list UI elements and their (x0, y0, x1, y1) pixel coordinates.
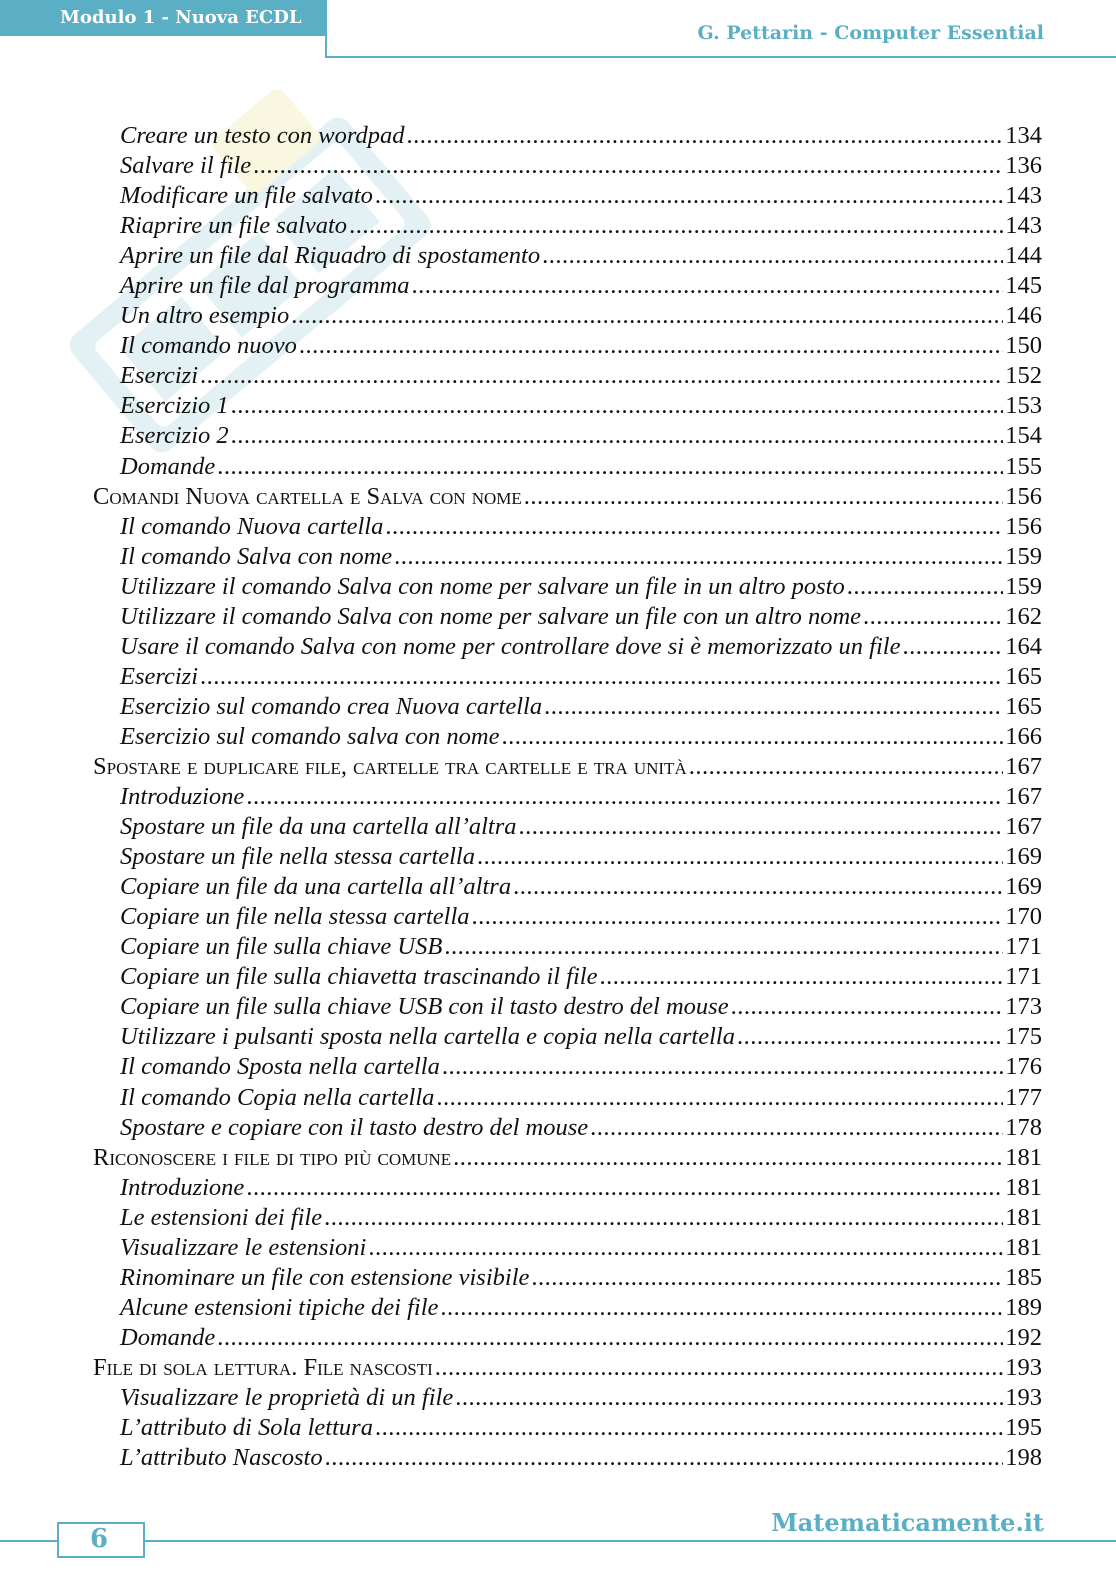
toc-leader-dots (472, 903, 1004, 931)
footer-divider (0, 1540, 1116, 1542)
header-divider-horizontal (325, 56, 1116, 58)
toc-entry-page: 152 (1005, 362, 1042, 390)
toc-entry-title: L’attributo Nascosto (120, 1444, 323, 1472)
toc-entry (93, 933, 1042, 963)
toc-leader-dots (444, 933, 1003, 961)
toc-entry-title: Usare il comando Salva con nome per controllare dove si è memorizzato un file (120, 632, 901, 660)
toc-entry-page: 189 (1005, 1293, 1042, 1321)
toc-entry (93, 1053, 1042, 1083)
toc-leader-dots (368, 1234, 1003, 1262)
toc-entry-title: Il comando Salva con nome (120, 542, 393, 570)
toc-entry-title: Visualizzare le estensioni (120, 1233, 367, 1261)
toc-entry (93, 723, 1042, 753)
toc-entry-page: 193 (1005, 1353, 1042, 1381)
toc-section-entry (93, 1354, 1042, 1384)
toc-leader-dots (847, 573, 1004, 601)
toc-entry-title: Rinominare un file con estensione visibile (120, 1263, 530, 1291)
toc-entry (93, 272, 1042, 302)
toc-section-entry (93, 483, 1042, 513)
toc-entry-page: 170 (1005, 903, 1042, 931)
toc-entry-page: 176 (1005, 1053, 1042, 1081)
toc-entry-title: L’attributo di Sola lettura (120, 1414, 373, 1442)
toc-leader-dots (435, 1354, 1004, 1382)
toc-leader-dots (246, 783, 1003, 811)
toc-entry (93, 182, 1042, 212)
toc-entry (93, 963, 1042, 993)
toc-leader-dots (442, 1053, 1003, 1081)
toc-leader-dots (325, 1444, 1004, 1472)
toc-entry-title: Creare un testo con wordpad (120, 122, 405, 149)
toc-entry-page: 195 (1005, 1414, 1042, 1442)
toc-entry-page: 181 (1005, 1173, 1042, 1201)
toc-entry-page: 181 (1005, 1233, 1042, 1261)
toc-leader-dots (375, 182, 1003, 210)
toc-entry-title: Il comando Copia nella cartella (120, 1083, 435, 1111)
toc-entry-page: 155 (1005, 452, 1042, 480)
toc-entry-page: 167 (1005, 813, 1042, 841)
toc-entry-title: Copiare un file nella stessa cartella (120, 903, 470, 931)
toc-entry-page: 178 (1005, 1113, 1042, 1141)
toc-leader-dots (531, 1264, 1003, 1292)
toc-entry-title: Modificare un file salvato (120, 182, 373, 210)
toc-entry-page: 175 (1005, 1023, 1042, 1051)
toc-entry-page: 171 (1005, 963, 1042, 991)
toc-entry-title: Esercizi (120, 362, 199, 390)
toc-entry-page: 164 (1005, 632, 1042, 660)
toc-entry-title: Spostare e duplicare file, cartelle tra cartelle e tra unità (93, 752, 687, 780)
toc-entry-page: 143 (1005, 182, 1042, 210)
toc-leader-dots (411, 272, 1003, 300)
toc-entry-title: Un altro esempio (120, 302, 290, 330)
toc-entry-title: Copiare un file sulla chiavetta trascinando il file (120, 963, 598, 991)
toc-entry-page: 166 (1005, 722, 1042, 750)
toc-entry-title: Copiare un file da una cartella all’altra (120, 873, 512, 901)
toc-leader-dots (349, 212, 1003, 240)
toc-entry-page: 173 (1005, 993, 1042, 1021)
toc-entry-page: 198 (1005, 1444, 1042, 1472)
toc-entry-page: 136 (1005, 152, 1042, 180)
toc-entry (93, 1384, 1042, 1414)
toc-entry (93, 1264, 1042, 1294)
toc-leader-dots (440, 1294, 1003, 1322)
toc-entry-title: Spostare un file nella stessa cartella (120, 843, 475, 871)
toc-entry-title: Utilizzare il comando Salva con nome per salvare un file con un altro nome (120, 602, 862, 630)
toc-entry-page: 167 (1005, 783, 1042, 811)
toc-entry-title: Il comando nuovo (120, 332, 297, 360)
toc-entry-page: 144 (1005, 242, 1042, 270)
toc-entry-title: Utilizzare il comando Salva con nome per salvare un file in un altro posto (120, 572, 845, 600)
toc-leader-dots (217, 453, 1003, 481)
toc-entry (93, 513, 1042, 543)
toc-entry-page: 159 (1005, 572, 1042, 600)
toc-leader-dots (863, 603, 1003, 631)
toc-entry (93, 152, 1042, 182)
toc-entry-title: Esercizi (120, 662, 199, 690)
toc-section-entry (93, 753, 1042, 783)
toc-entry-title: Il comando Sposta nella cartella (120, 1053, 440, 1081)
toc-leader-dots (231, 422, 1004, 450)
toc-entry (93, 543, 1042, 573)
toc-entry (93, 332, 1042, 362)
toc-entry (93, 422, 1042, 452)
toc-leader-dots (217, 1324, 1003, 1352)
toc-entry-title: Salvare il file (120, 152, 252, 180)
toc-entry-title: Domande (120, 452, 216, 480)
toc-entry-page: 143 (1005, 212, 1042, 240)
toc-entry-title: Esercizio 1 (120, 392, 229, 420)
toc-entry-title: Il comando Nuova cartella (120, 512, 384, 540)
toc-entry (93, 663, 1042, 693)
toc-entry-title: File di sola lettura. File nascosti (93, 1353, 433, 1381)
toc-entry-page: 159 (1005, 542, 1042, 570)
table-of-contents (93, 122, 1042, 1474)
toc-entry (93, 242, 1042, 272)
toc-entry-title: Le estensioni dei file (120, 1203, 323, 1231)
toc-entry-title: Domande (120, 1323, 216, 1351)
toc-leader-dots (200, 362, 1003, 390)
toc-entry-page: 169 (1005, 873, 1042, 901)
toc-entry-title: Introduzione (120, 1173, 245, 1201)
toc-entry-title: Alcune estensioni tipiche dei file (120, 1293, 439, 1321)
toc-entry (93, 212, 1042, 242)
toc-entry (93, 392, 1042, 422)
toc-leader-dots (253, 152, 1003, 180)
toc-entry (93, 1204, 1042, 1234)
toc-leader-dots (453, 1144, 1003, 1172)
toc-entry-page: 153 (1005, 392, 1042, 420)
toc-entry-title: Comandi Nuova cartella e Salva con nome (93, 482, 522, 510)
toc-entry-page: 193 (1005, 1383, 1042, 1411)
toc-entry-page: 167 (1005, 752, 1042, 780)
toc-entry (93, 1023, 1042, 1053)
toc-entry-page: 145 (1005, 272, 1042, 300)
toc-section-entry (93, 1144, 1042, 1174)
toc-entry (93, 453, 1042, 483)
toc-entry-page: 177 (1005, 1083, 1042, 1111)
toc-entry-title: Riconoscere i file di tipo più comune (93, 1143, 452, 1171)
toc-leader-dots (200, 663, 1003, 691)
toc-entry (93, 603, 1042, 633)
toc-entry-page: 165 (1005, 662, 1042, 690)
toc-entry-page: 156 (1005, 482, 1042, 510)
header-module-tab: Modulo 1 - Nuova ECDL (0, 0, 325, 36)
toc-entry (93, 813, 1042, 843)
toc-entry-title: Riaprire un file salvato (120, 212, 348, 240)
toc-entry-page: 134 (1005, 122, 1042, 149)
toc-leader-dots (737, 1023, 1003, 1051)
toc-entry-title: Spostare e copiare con il tasto destro del mouse (120, 1113, 589, 1141)
toc-leader-dots (519, 813, 1004, 841)
toc-entry (93, 903, 1042, 933)
toc-entry (93, 843, 1042, 873)
toc-entry-title: Esercizio 2 (120, 422, 229, 450)
toc-entry-title: Visualizzare le proprietà di un file (120, 1383, 454, 1411)
toc-leader-dots (590, 1114, 1003, 1142)
toc-entry-title: Copiare un file sulla chiave USB (120, 933, 443, 961)
toc-entry (93, 873, 1042, 903)
toc-entry (93, 693, 1042, 723)
toc-entry-page: 162 (1005, 602, 1042, 630)
toc-leader-dots (542, 242, 1003, 270)
toc-entry (93, 993, 1042, 1023)
toc-entry (93, 1414, 1042, 1444)
toc-entry-title: Spostare un file da una cartella all’altra (120, 813, 517, 841)
toc-leader-dots (689, 753, 1004, 781)
toc-leader-dots (513, 873, 1003, 901)
toc-entry-title: Copiare un file sulla chiave USB con il tasto destro del mouse (120, 993, 729, 1021)
toc-entry-page: 181 (1005, 1203, 1042, 1231)
header-divider-vertical (325, 0, 327, 58)
toc-entry (93, 633, 1042, 663)
toc-leader-dots (477, 843, 1003, 871)
toc-entry (93, 783, 1042, 813)
toc-entry-page: 171 (1005, 933, 1042, 961)
toc-entry-page: 156 (1005, 512, 1042, 540)
toc-entry-title: Esercizio sul comando salva con nome (120, 722, 500, 750)
toc-entry-page: 150 (1005, 332, 1042, 360)
toc-entry (93, 1174, 1042, 1204)
toc-leader-dots (544, 693, 1003, 721)
toc-leader-dots (406, 122, 1003, 150)
toc-entry (93, 122, 1042, 152)
toc-leader-dots (375, 1414, 1003, 1442)
toc-entry-page: 165 (1005, 692, 1042, 720)
toc-leader-dots (291, 302, 1003, 330)
toc-entry-title: Utilizzare i pulsanti sposta nella cartella e copia nella cartella (120, 1023, 735, 1051)
toc-entry (93, 1084, 1042, 1114)
toc-leader-dots (599, 963, 1003, 991)
toc-entry-title: Aprire un file dal Riquadro di spostamento (120, 242, 541, 270)
toc-leader-dots (902, 633, 1003, 661)
toc-entry-page: 185 (1005, 1263, 1042, 1291)
toc-entry (93, 1114, 1042, 1144)
toc-entry (93, 1324, 1042, 1354)
toc-entry-title: Esercizio sul comando crea Nuova cartella (120, 692, 543, 720)
toc-leader-dots (231, 392, 1004, 420)
toc-leader-dots (501, 723, 1003, 751)
toc-leader-dots (524, 483, 1003, 511)
toc-leader-dots (394, 543, 1003, 571)
toc-entry-page: 154 (1005, 422, 1042, 450)
header-author-title: G. Pettarin - Computer Essential (697, 22, 1044, 44)
toc-entry-title: Aprire un file dal programma (120, 272, 410, 300)
toc-leader-dots (436, 1084, 1003, 1112)
toc-entry (93, 573, 1042, 603)
toc-entry-page: 181 (1005, 1143, 1042, 1171)
toc-entry (93, 302, 1042, 332)
page-number: 6 (90, 1524, 109, 1554)
toc-leader-dots (299, 332, 1003, 360)
toc-leader-dots (731, 993, 1004, 1021)
toc-entry (93, 362, 1042, 392)
toc-entry-page: 169 (1005, 843, 1042, 871)
toc-entry (93, 1294, 1042, 1324)
toc-entry (93, 1234, 1042, 1264)
footer-site-name: Matematicamente.it (771, 1508, 1044, 1537)
toc-leader-dots (385, 513, 1003, 541)
toc-leader-dots (324, 1204, 1003, 1232)
toc-entry-page: 192 (1005, 1323, 1042, 1351)
toc-entry (93, 1444, 1042, 1474)
toc-leader-dots (246, 1174, 1003, 1202)
toc-entry-page: 146 (1005, 302, 1042, 330)
toc-entry-title: Introduzione (120, 783, 245, 811)
toc-leader-dots (455, 1384, 1003, 1412)
